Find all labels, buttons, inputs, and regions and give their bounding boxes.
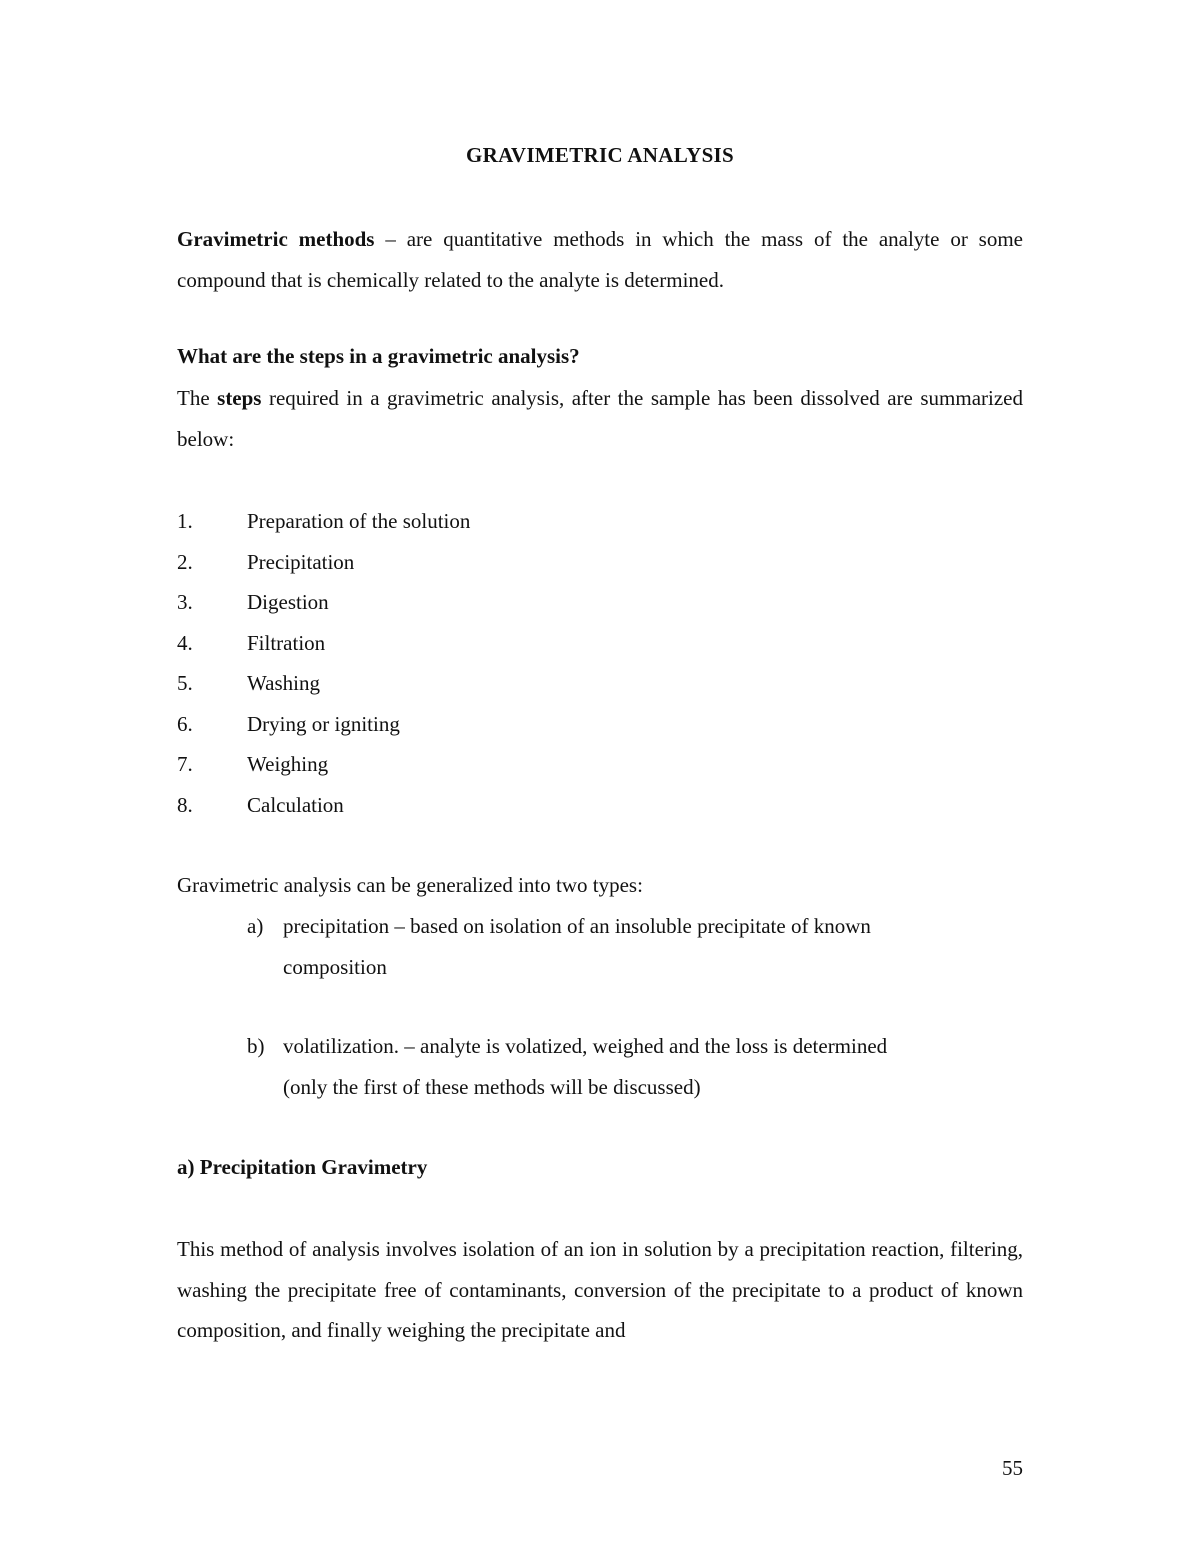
- definition-paragraph: [177, 219, 1023, 300]
- type-letter: b): [247, 1034, 265, 1058]
- step-number: 6.: [177, 711, 193, 736]
- page-title: GRAVIMETRIC ANALYSIS: [466, 143, 734, 167]
- step-number: 7.: [177, 752, 193, 776]
- step-number: 8.: [177, 792, 193, 817]
- steps-list: [177, 505, 470, 829]
- section-paragraph: This method of analysis involves isolation of an ion in solution by a precipitation reaction, filtering, washing the precipitate free of contaminants, conversion of the precipitate to a product of known composition, and finally weighing the precipitate and: [177, 1237, 1023, 1342]
- type-line: volatilization. – analyte is volatized, weighed and the loss is determined: [283, 1034, 888, 1058]
- list-item: [177, 748, 470, 789]
- definition-text: – are quantitative methods in which the mass of the analyte or some compound that is chemically related to the analyte is determined.: [177, 227, 1023, 292]
- type-line: precipitation – based on isolation of an insoluble precipitate of known: [283, 914, 871, 938]
- steps-heading: What are the steps in a gravimetric analysis?: [177, 344, 580, 368]
- definition-term: Gravimetric methods: [177, 227, 375, 251]
- types-intro: Gravimetric analysis can be generalized into two types:: [177, 873, 643, 897]
- step-number: 5.: [177, 671, 193, 695]
- type-line: composition: [283, 954, 387, 979]
- step-label: Calculation: [247, 792, 344, 817]
- list-item: [247, 1067, 1007, 1108]
- list-item: [177, 667, 470, 708]
- list-item: [177, 546, 470, 587]
- step-number: 3.: [177, 590, 193, 614]
- types-list-b: [247, 1026, 1007, 1107]
- step-label: Drying or igniting: [247, 711, 400, 736]
- step-label: Preparation of the solution: [247, 509, 471, 533]
- type-line: (only the first of these methods will be discussed): [283, 1074, 701, 1099]
- section-heading: a) Precipitation Gravimetry: [177, 1155, 428, 1179]
- list-item: [177, 708, 470, 749]
- list-item: [247, 947, 1007, 988]
- step-label: Filtration: [247, 630, 326, 655]
- step-label: Washing: [247, 671, 320, 695]
- list-item: [177, 789, 470, 830]
- step-number: 4.: [177, 630, 193, 655]
- type-letter: a): [247, 914, 264, 938]
- step-number: 1.: [177, 509, 193, 533]
- steps-intro-bold: steps: [217, 386, 262, 410]
- list-item: [177, 627, 470, 668]
- steps-intro-paragraph: [177, 378, 1023, 459]
- list-item: [177, 586, 470, 627]
- step-label: Weighing: [247, 752, 329, 776]
- list-item: [177, 505, 470, 546]
- list-item: [247, 906, 1007, 947]
- step-label: Precipitation: [247, 549, 355, 574]
- list-item: [247, 1026, 1007, 1067]
- steps-intro-pre: The: [177, 386, 218, 410]
- step-number: 2.: [177, 549, 193, 574]
- steps-intro-post: required in a gravimetric analysis, after the sample has been dissolved are summarized below:: [177, 386, 1023, 451]
- page-number: 55: [1002, 1456, 1023, 1480]
- step-label: Digestion: [247, 590, 329, 614]
- types-list-a: [247, 906, 1007, 987]
